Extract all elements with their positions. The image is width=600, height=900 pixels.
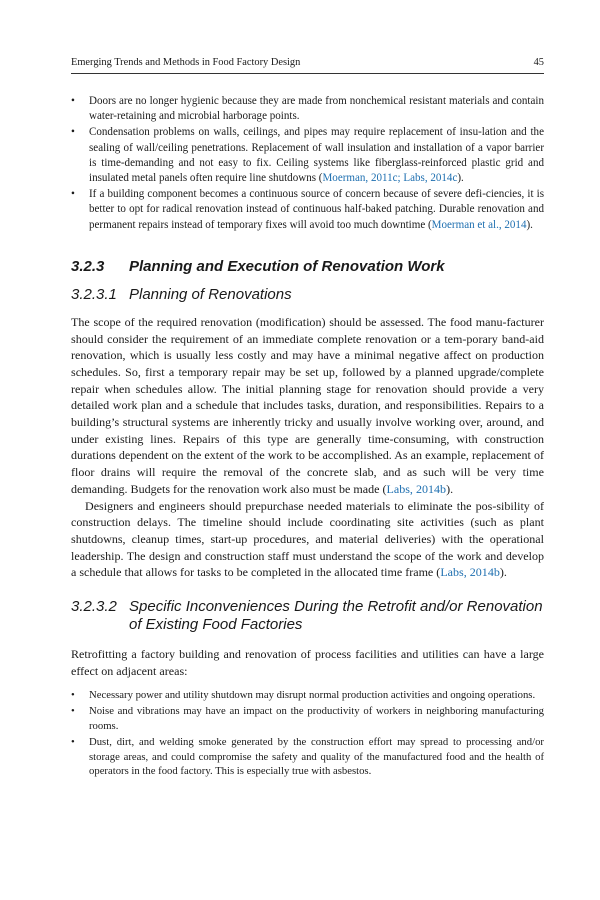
paragraph-planning xyxy=(71,314,544,498)
citation-link[interactable]: Labs, 2014b xyxy=(440,565,500,580)
bullet-symbol: • xyxy=(71,188,75,201)
paragraph-designers xyxy=(71,498,544,582)
running-head-title: Emerging Trends and Methods in Food Factory Design xyxy=(71,57,301,68)
bullet-symbol: • xyxy=(71,735,75,748)
paragraph-text: Retrofitting a factory building and renovation of process facilities and utilities can have a large effect on adjacent areas: xyxy=(71,647,544,678)
bullet-symbol: • xyxy=(71,689,75,702)
bullet-symbol: • xyxy=(71,126,75,139)
section-number: 3.2.3 xyxy=(71,257,105,275)
section-heading-3-2-3-2 xyxy=(71,598,544,634)
list-item xyxy=(71,94,544,124)
section-title: Planning of Renovations xyxy=(129,285,292,303)
list-item xyxy=(71,735,544,779)
bullet-text-end: ). xyxy=(457,172,464,185)
citation-link[interactable]: Moerman, 2011c; Labs, 2014c xyxy=(322,172,458,185)
section-number: 3.2.3.1 xyxy=(71,285,117,303)
bullet-text: Dust, dirt, and welding smoke generated by the construction effort may spread to processing and/or storage areas, and could compromise the safety and quality of the manufactured food and the health of operators in the food factory. This is especially true with asbestos. xyxy=(89,735,544,778)
main-content xyxy=(71,94,544,780)
paragraph-retrofitting xyxy=(71,646,544,679)
bullet-text: Condensation problems on walls, ceilings, and pipes may require replacement of insu-lation and the sealing of wall/ceiling penetrations. Replacement of wall insulation and installation of a vapor barrier is time-demanding and not easy to fix. Ceiling systems like fiberglass-reinforced plastic grid and insulated metal panels often require line shutdowns ( xyxy=(89,126,544,185)
section-title: Planning and Execution of Renovation Work xyxy=(129,257,445,275)
list-item xyxy=(71,688,544,703)
bullet-text: If a building component becomes a continuous source of concern because of severe defi-ciencies, it is better to opt for radical renovation instead of continuous half-baked patching. Durable renovation and permanent repairs instead of temporary fixes will avoid too much downtime ( xyxy=(89,188,544,231)
running-head xyxy=(71,57,544,74)
top-bullet-list xyxy=(71,94,544,233)
list-item xyxy=(71,704,544,734)
bullet-symbol: • xyxy=(71,705,75,718)
section-number: 3.2.3.2 xyxy=(71,598,117,616)
list-item xyxy=(71,187,544,233)
bullet-symbol: • xyxy=(71,95,75,107)
paragraph-text-end: ). xyxy=(446,481,454,496)
paragraph-text: Designers and engineers should prepurchase needed materials to eliminate the pos-sibility of construction delays. The timeline should include coordinating site activities (such as plant shutdowns, cleanup times, start-up procedures, and material deliveries) with the operational leadership. The design and construction staff must understand the scope of the work and develop a schedule that allows for tasks to be completed in the allocated time frame ( xyxy=(71,498,544,580)
citation-link[interactable]: Labs, 2014b xyxy=(386,481,447,496)
page-number: 45 xyxy=(533,57,544,68)
bullet-text-end: ). xyxy=(526,218,533,231)
citation-link[interactable]: Moerman et al., 2014 xyxy=(431,218,527,231)
bottom-bullet-list xyxy=(71,688,544,779)
section-title: Specific Inconveniences During the Retrofit and/or Renovation of Existing Food Factories xyxy=(129,598,543,634)
bullet-text: Necessary power and utility shutdown may disrupt normal production activities and ongoing operations. xyxy=(89,689,536,702)
bullet-text: Doors are no longer hygienic because they are made from nonchemical resistant materials and contain water-retaining and microbial harborage points. xyxy=(89,95,544,123)
section-heading-3-2-3-1 xyxy=(71,286,544,304)
paragraph-text: The scope of the required renovation (modification) should be assessed. The food manu-facturer should consider the requirement of an immediate complete renovation or a tem-porary band-aid renovation, which is usually less costly and may have a minimal negative affect on production schedules. So, first a temporary repair may be set up, followed by a planned upgrade/complete repair when schedules allow. The initial planning stage for renovation should provide a very detailed work plan and a schedule that includes tasks, duration, and responsibilities. Repairs to a building’s structural systems are inherently tricky and usually involve working over, around, and under existing lines. Repairs of this type are generally time-consuming, with construction durations dependent on the extent of the work to be accomplished. As an example, replacement of floor drains will require the removal of the concrete slab, and as such will be very time demanding. Budgets for the renovation work also must be made ( xyxy=(71,314,544,496)
section-heading-3-2-3 xyxy=(71,258,544,276)
list-item xyxy=(71,125,544,186)
bullet-text: Noise and vibrations may have an impact on the productivity of workers in neighboring manufacturing rooms. xyxy=(89,705,544,733)
paragraph-text-end: ). xyxy=(499,565,507,580)
